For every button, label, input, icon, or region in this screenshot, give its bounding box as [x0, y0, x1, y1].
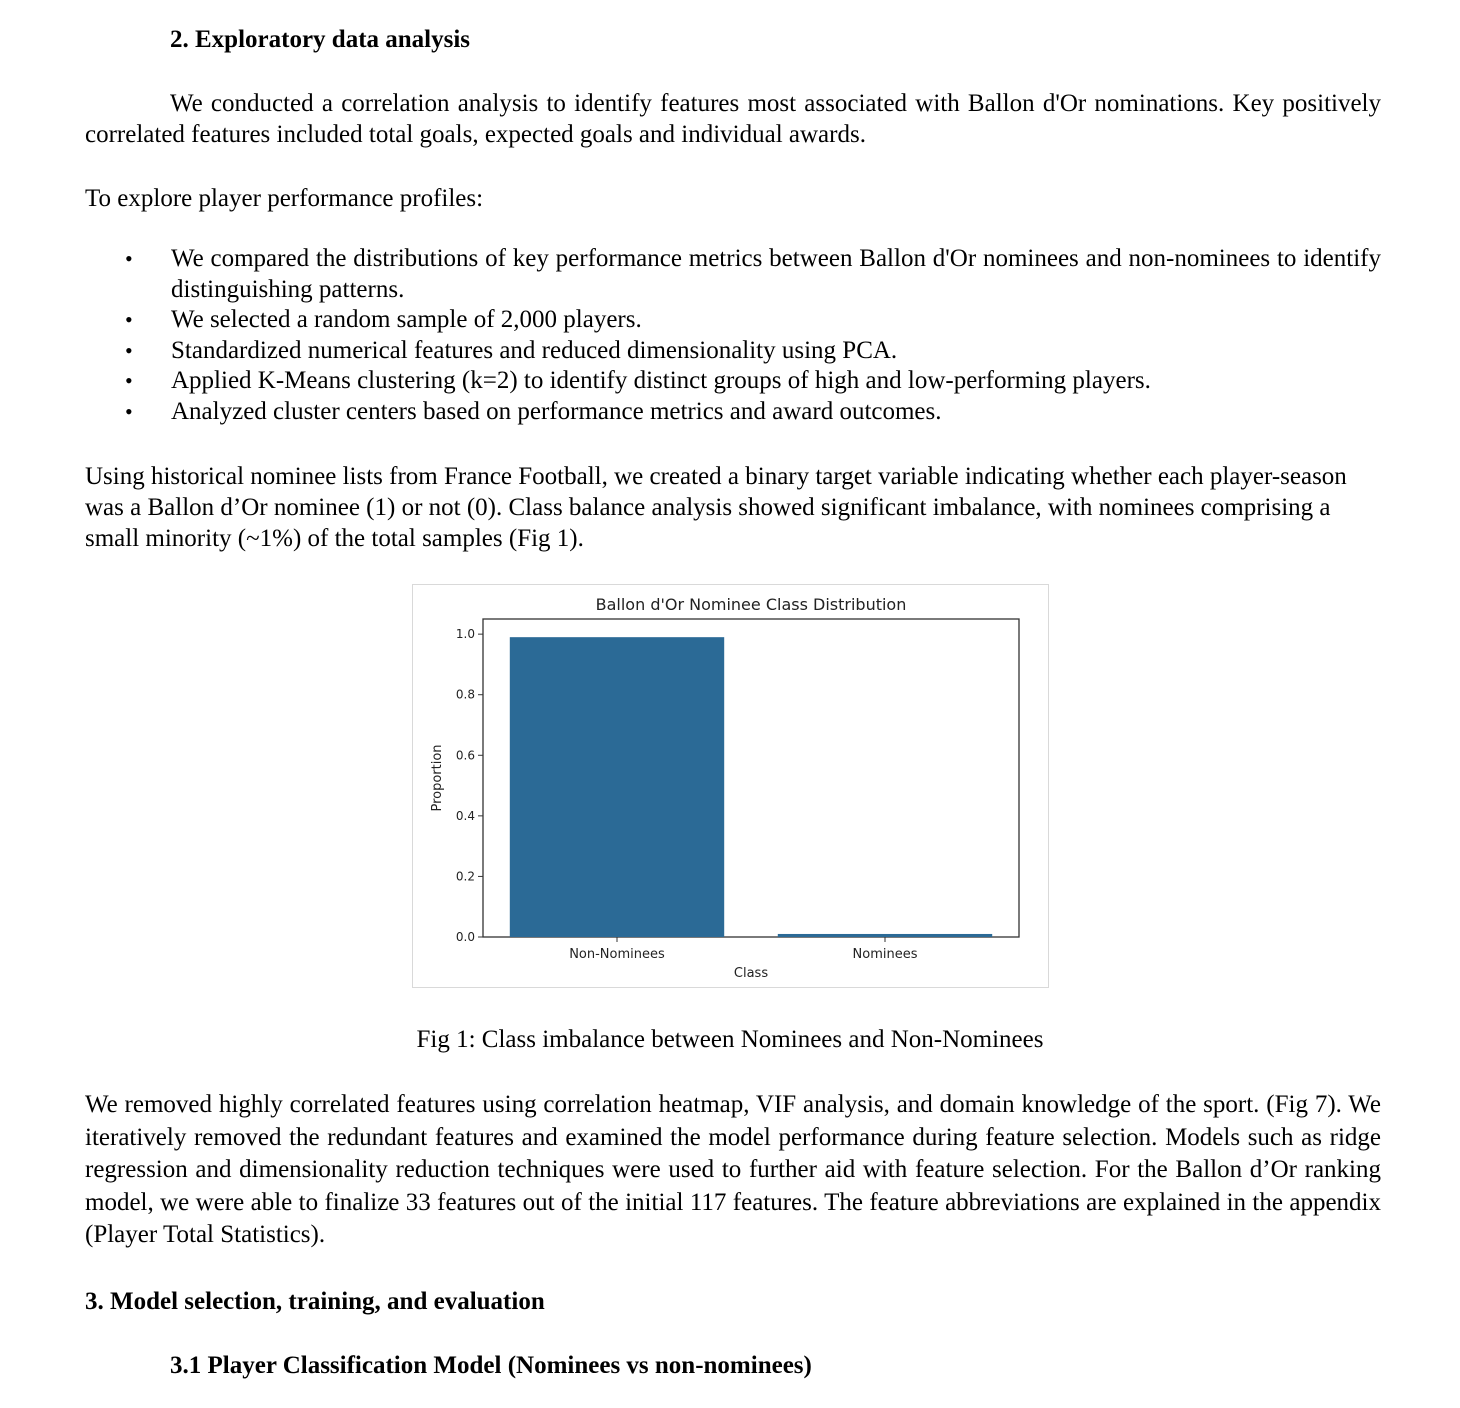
x-axis-label: Class	[733, 966, 769, 981]
bar-chart	[413, 585, 1048, 987]
profiles-intro-paragraph: To explore player performance profiles:	[85, 185, 484, 212]
class-distribution-figure	[412, 584, 1049, 988]
target-variable-paragraph: Using historical nominee lists from France Football, we created a binary target variable indicating whether each player-season was a Ballon d’Or nominee (1) or not (0). Class balance analysis showed significant imbalance, with nominees comprising a small minority (~1%) of the total samples (Fig 1).	[85, 463, 1347, 552]
bar-non-nominees	[510, 637, 724, 937]
feature-selection-paragraph: We removed highly correlated features using correlation heatmap, VIF analysis, and domain knowledge of the sport. (Fig 7). We iteratively removed the redundant features and examined the model performance during feature selection. Models such as ridge regression and dimensionality reduction techniques were used to further aid with feature selection. For the Ballon d’Or ranking model, we were able to finalize 33 features out of the initial 117 features. The feature abbreviations are explained in the appendix (Player Total Statistics).	[85, 1091, 1381, 1248]
y-tick-label: 1.0	[455, 627, 475, 642]
x-tick-label: Nominees	[852, 947, 918, 962]
section-3-heading: 3. Model selection, training, and evaluation	[85, 1288, 545, 1315]
section-3-1-heading: 3.1 Player Classification Model (Nominees vs non-nominees)	[170, 1352, 812, 1379]
y-tick-label: 0.4	[455, 808, 475, 823]
y-axis-label: Proportion	[430, 744, 445, 812]
list-item: • Standardized numerical features and reduced dimensionality using PCA.	[85, 336, 1381, 367]
list-item: • Analyzed cluster centers based on performance metrics and award outcomes.	[85, 397, 1381, 428]
analysis-steps-list	[85, 244, 1381, 427]
bar-nominees	[778, 934, 992, 937]
list-item: • We selected a random sample of 2,000 players.	[85, 305, 1381, 336]
y-tick-label: 0.6	[455, 748, 475, 763]
x-tick-label: Non-Nominees	[569, 947, 665, 962]
y-tick-label: 0.2	[455, 869, 475, 884]
chart-title: Ballon d'Or Nominee Class Distribution	[595, 595, 907, 614]
section-2-heading: 2. Exploratory data analysis	[170, 26, 471, 53]
list-item: • We compared the distributions of key performance metrics between Ballon d'Or nominees and non-nominees to identify distinguishing patterns.	[85, 244, 1381, 305]
y-tick-label: 0.0	[455, 930, 475, 944]
figure-caption: Fig 1: Class imbalance between Nominees and Non-Nominees	[416, 1026, 1044, 1053]
y-tick-label: 0.8	[455, 687, 475, 702]
correlation-paragraph: We conducted a correlation analysis to identify features most associated with Ballon d'Or nominations. Key positively correlated features included total goals, expected goals and individual awards.	[85, 90, 1381, 148]
list-item: • Applied K-Means clustering (k=2) to identify distinct groups of high and low-performing players.	[85, 366, 1381, 397]
